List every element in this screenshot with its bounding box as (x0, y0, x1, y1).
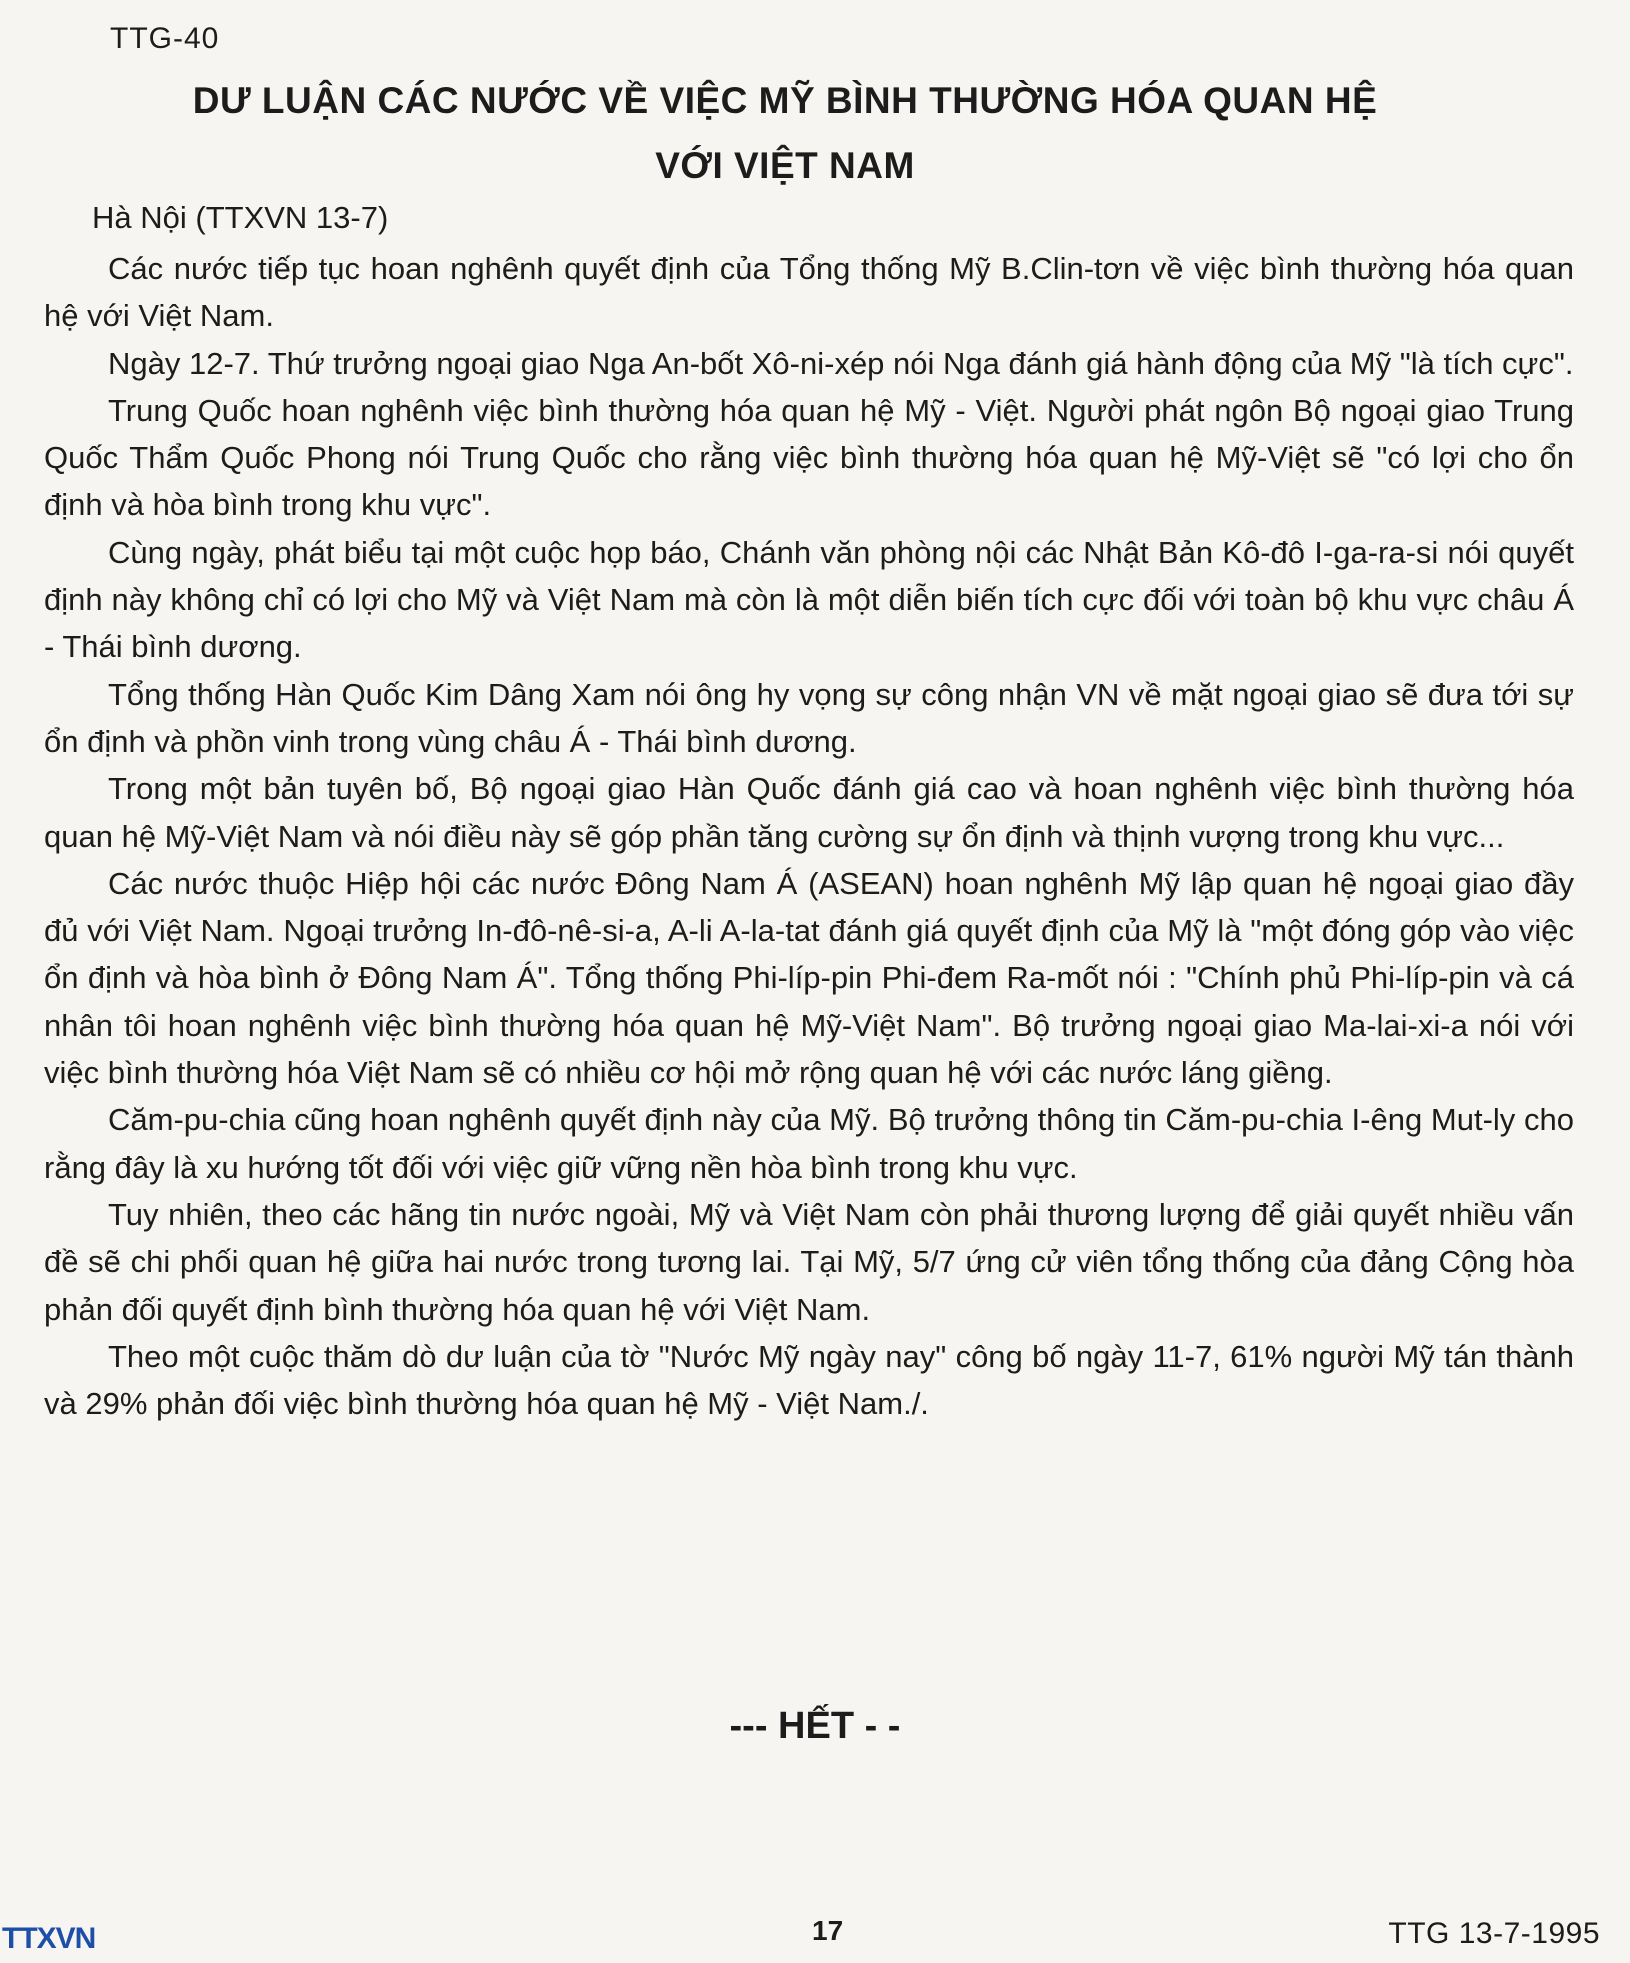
end-mark: --- HẾT - - (729, 1705, 901, 1747)
dateline: Hà Nội (TTXVN 13-7) (92, 200, 389, 235)
article-body (44, 245, 1574, 1427)
paragraph: Trong một bản tuyên bố, Bộ ngoại giao Hàn Quốc đánh giá cao và hoan nghênh việc bình thường hóa quan hệ Mỹ-Việt Nam và nói điều này sẽ góp phần tăng cường sự ổn định và thịnh vượng trong khu vực... (44, 771, 1574, 854)
paragraph: Căm-pu-chia cũng hoan nghênh quyết định này của Mỹ. Bộ trưởng thông tin Căm-pu-chia I-êng Mut-ly cho rằng đây là xu hướng tốt đối với việc giữ vững nền hòa bình trong khu vực. (44, 1102, 1574, 1185)
paragraph: Trung Quốc hoan nghênh việc bình thường hóa quan hệ Mỹ - Việt. Người phát ngôn Bộ ngoại giao Trung Quốc Thẩm Quốc Phong nói Trung Quốc cho rằng việc bình thường hóa quan hệ Mỹ-Việt sẽ "có lợi cho ổn định và hòa bình trong khu vực". (44, 392, 1574, 523)
document-code: TTG-40 (110, 22, 220, 55)
page-number: 17 (812, 1915, 844, 1946)
paragraph: Cùng ngày, phát biểu tại một cuộc họp báo, Chánh văn phòng nội các Nhật Bản Kô-đô I-ga-ra-si nói quyết định này không chỉ có lợi cho Mỹ và Việt Nam mà còn là một diễn biến tích cực đối với toàn bộ khu vực châu Á - Thái bình dương. (44, 534, 1574, 665)
paragraph: Ngày 12-7. Thứ trưởng ngoại giao Nga An-bốt Xô-ni-xép nói Nga đánh giá hành động của Mỹ "là tích cực". (108, 345, 1574, 381)
paragraph: Theo một cuộc thăm dò dư luận của tờ "Nước Mỹ ngày nay" công bố ngày 11-7, 61% người Mỹ tán thành và 29% phản đối việc bình thường hóa quan hệ Mỹ - Việt Nam./. (44, 1338, 1574, 1422)
paragraph: Tổng thống Hàn Quốc Kim Dâng Xam nói ông hy vọng sự công nhận VN về mặt ngoại giao sẽ đưa tới sự ổn định và phồn vinh trong vùng châu Á - Thái bình dương. (44, 676, 1574, 759)
ttxvn-logo: TTXVN (2, 1922, 96, 1955)
title-line-2: VỚI VIỆT NAM (655, 145, 915, 186)
footer-document-code: TTG 13-7-1995 (1388, 1917, 1600, 1950)
paragraph: Các nước thuộc Hiệp hội các nước Đông Nam Á (ASEAN) hoan nghênh Mỹ lập quan hệ ngoại giao đầy đủ với Việt Nam. Ngoại trưởng In-đô-nê-si-a, A-li A-la-tat đánh giá quyết định của Mỹ là "một đóng góp vào việc ổn định và hòa bình ở Đông Nam Á". Tổng thống Phi-líp-pin Phi-đem Ra-mốt nói : "Chính phủ Phi-líp-pin và cá nhân tôi hoan nghênh việc bình thường hóa quan hệ Mỹ-Việt Nam". Bộ trưởng ngoại giao Ma-lai-xi-a nói với việc bình thường hóa Việt Nam sẽ có nhiều cơ hội mở rộng quan hệ với các nước láng giềng. (44, 865, 1574, 1091)
paragraph: Các nước tiếp tục hoan nghênh quyết định của Tổng thống Mỹ B.Clin-tơn về việc bình thường hóa quan hệ với Việt Nam. (44, 251, 1574, 334)
paragraph: Tuy nhiên, theo các hãng tin nước ngoài, Mỹ và Việt Nam còn phải thương lượng để giải quyết nhiều vấn đề sẽ chi phối quan hệ giữa hai nước trong tương lai. Tại Mỹ, 5/7 ứng cử viên tổng thống của đảng Cộng hòa phản đối quyết định bình thường hóa quan hệ với Việt Nam. (44, 1196, 1574, 1327)
title-line-1: DƯ LUẬN CÁC NƯỚC VỀ VIỆC MỸ BÌNH THƯỜNG HÓA QUAN HỆ (192, 80, 1378, 121)
